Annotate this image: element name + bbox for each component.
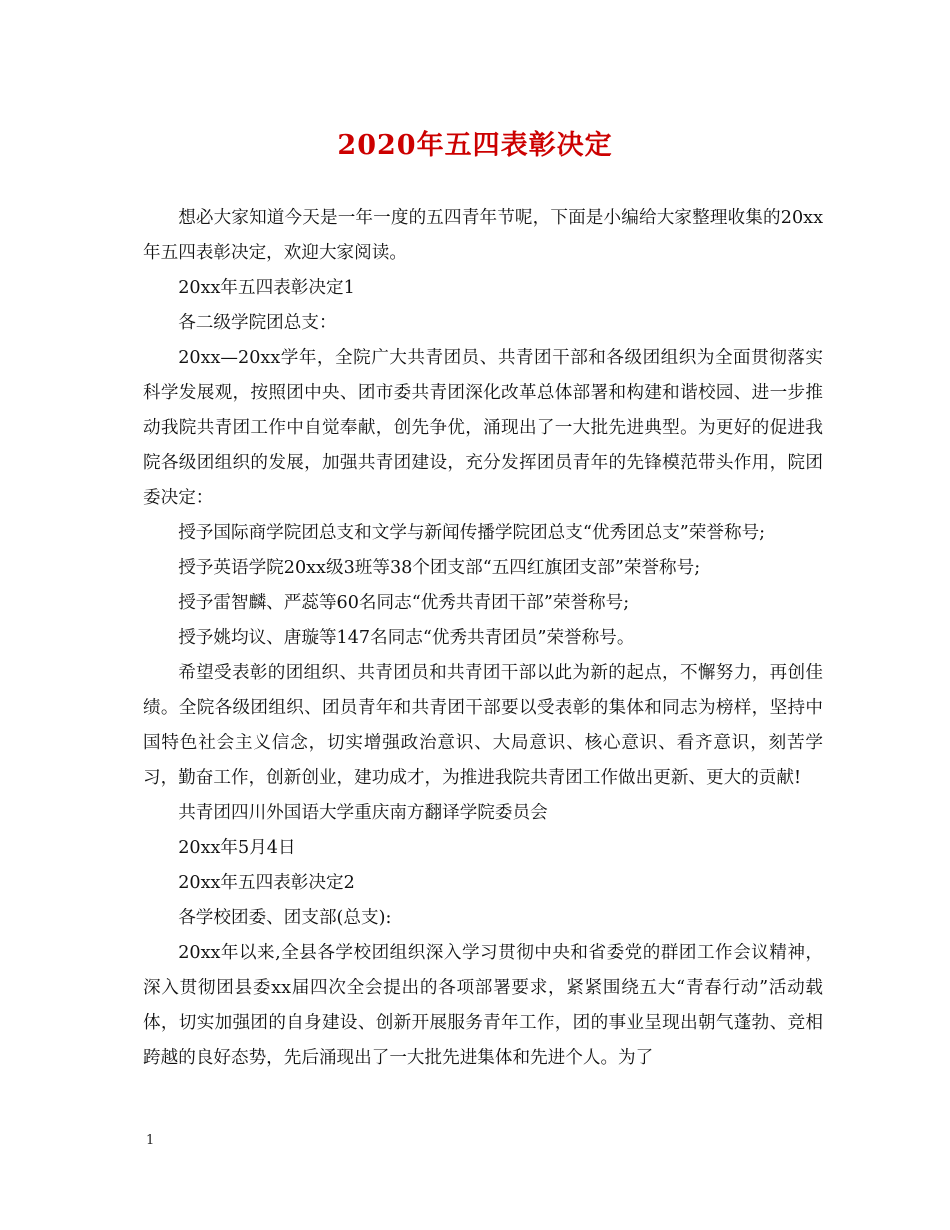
paragraph-intro: 想必大家知道今天是一年一度的五四青年节呢，下面是小编给大家整理收集的20xx年五四表彰决定，欢迎大家阅读。 — [143, 208, 823, 263]
paragraph-closing-1: 希望受表彰的团组织、共青团员和共青团干部以此为新的起点，不懈努力，再创佳绩。全院各级团组织、团员青年和共青团干部要以受表彰的集体和同志为榜样，坚持中国特色社会主义信念，切实增强政治意识、大局意识、核心意识、看齐意识，刻苦学习，勤奋工作，创新创业，建功成才，为推进我院共青团工作做出更新、更大的贡献! — [143, 663, 823, 788]
paragraph-date-1: 20xx年5月4日 — [178, 838, 296, 858]
paragraph-award-1: 授予国际商学院团总支和文学与新闻传播学院团总支“优秀团总支”荣誉称号; — [178, 523, 766, 543]
paragraph-award-4: 授予姚均议、唐璇等147名同志“优秀共青团员”荣誉称号。 — [178, 628, 635, 648]
paragraph-body-1: 20xx—20xx学年，全院广大共青团员、共青团干部和各级团组织为全面贯彻落实科学发展观，按照团中央、团市委共青团深化改革总体部署和构建和谐校园、进一步推动我院共青团工作中自觉奉献，创先争优，涌现出了一大批先进典型。为更好的促进我院各级团组织的发展，加强共青团建设，充分发挥团员青年的先锋模范带头作用，院团委决定： — [143, 348, 823, 508]
paragraph-award-3: 授予雷智麟、严蕊等60名同志“优秀共青团干部”荣誉称号; — [178, 593, 630, 613]
paragraph-signature-1: 共青团四川外国语大学重庆南方翻译学院委员会 — [178, 803, 548, 823]
paragraph-award-2: 授予英语学院20xx级3班等38个团支部“五四红旗团支部”荣誉称号; — [178, 558, 701, 578]
page-number: 1 — [146, 1133, 155, 1148]
paragraph-body-2: 20xx年以来,全县各学校团组织深入学习贯彻中央和省委党的群团工作会议精神，深入贯彻团县委xx届四次全会提出的各项部署要求，紧紧围绕五大“青春行动”活动载体，切实加强团的自身建设、创新开展服务青年工作，团的事业呈现出朝气蓬勃、竞相跨越的良好态势，先后涌现出了一大批先进集体和先进个人。为了 — [143, 943, 823, 1068]
document-body — [143, 201, 823, 1076]
paragraph-salutation-1: 各二级学院团总支： — [178, 313, 337, 333]
paragraph-salutation-2: 各学校团委、团支部(总支): — [178, 908, 392, 928]
paragraph-heading-decision-1: 20xx年五四表彰决定1 — [178, 278, 355, 298]
document-title: 2020年五四表彰决定 — [337, 130, 613, 161]
paragraph-heading-decision-2: 20xx年五四表彰决定2 — [178, 873, 355, 893]
